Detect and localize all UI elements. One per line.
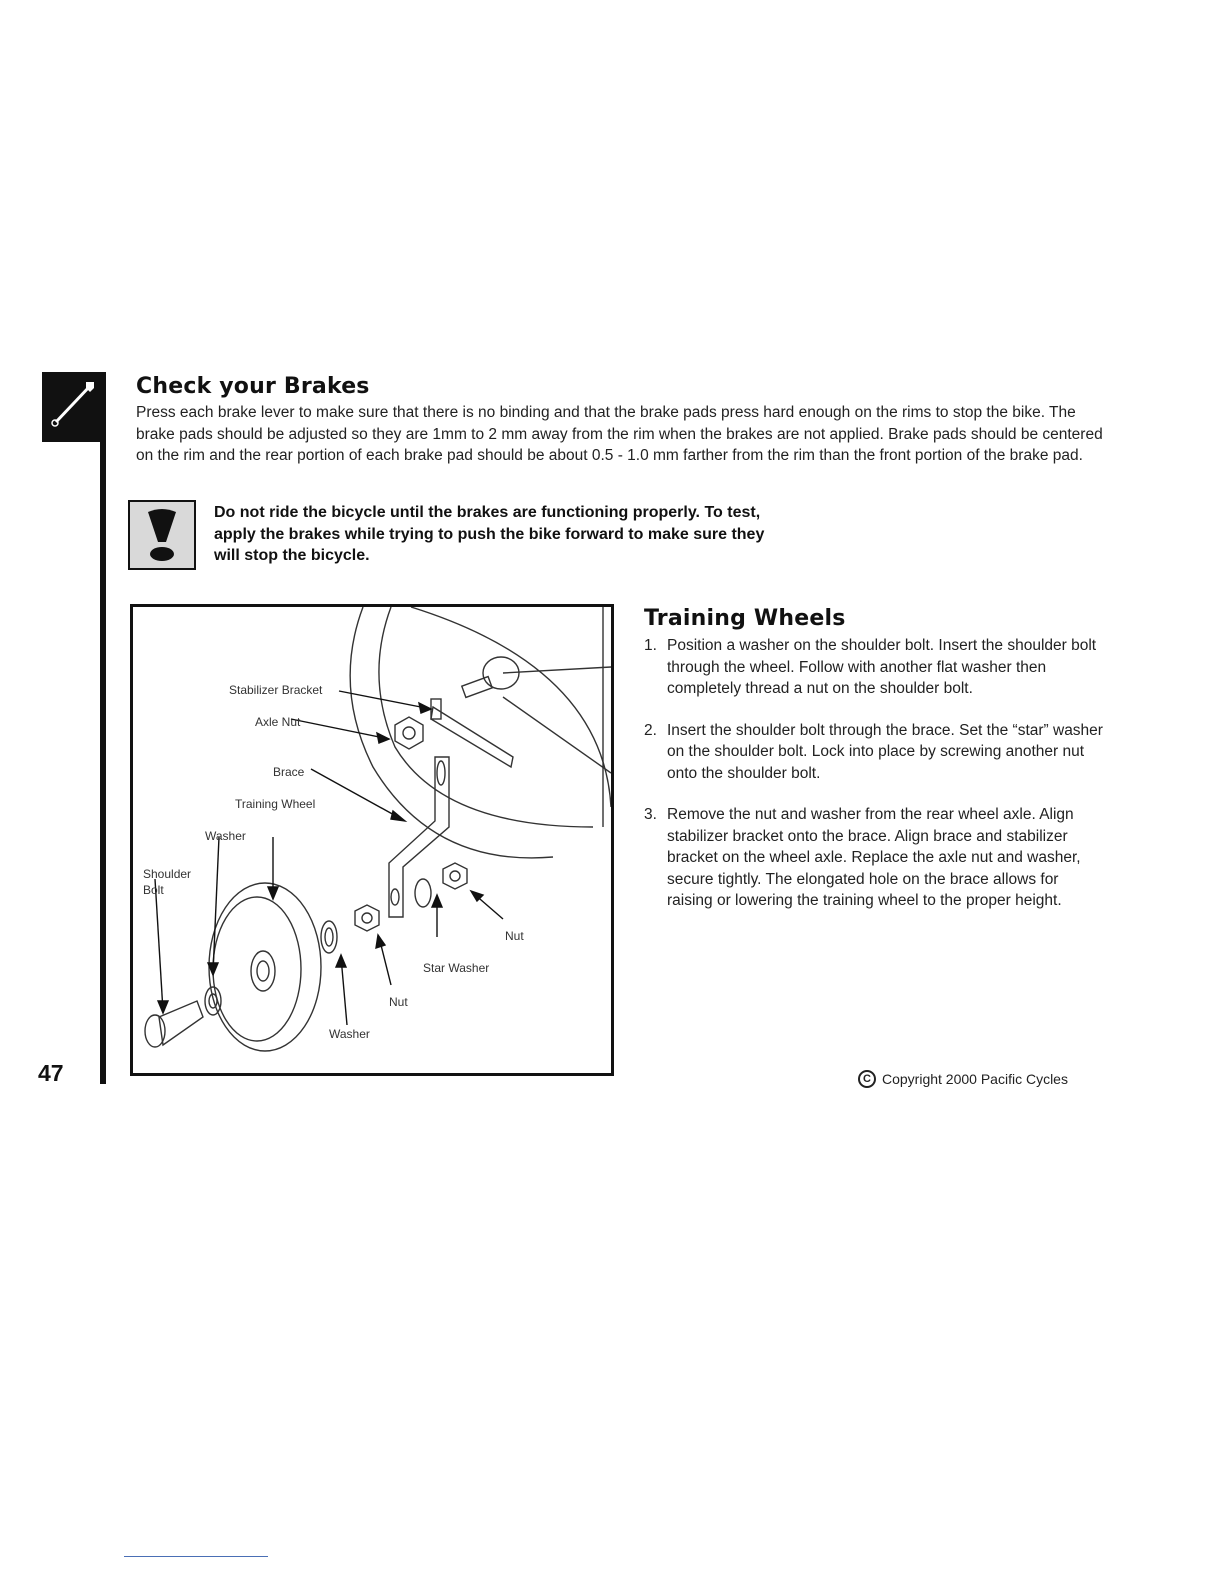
training-wheel-diagram [130,604,614,1076]
step-text: Position a washer on the shoulder bolt. Insert the shoulder bolt through the wheel. Follow with another flat washer then completely thread a nut on the shoulder bolt. [667,637,1097,697]
step-number: 2. [644,721,657,739]
step-item [644,720,1104,785]
label-star-washer: Star Washer [423,961,490,975]
label-shoulder: Shoulder [143,867,192,881]
warning-icon-box [128,500,196,570]
label-brace: Brace [273,765,305,779]
section-tab [42,372,106,442]
step-item [644,804,1104,912]
copyright-text: Copyright 2000 Pacific Cycles [882,1071,1068,1087]
training-heading: Training Wheels [644,606,846,631]
label-axle-nut: Axle Nut [255,715,301,729]
page-number: 47 [38,1060,64,1086]
brakes-paragraph: Press each brake lever to make sure that there is no binding and that the brake pads press hard enough on the rims to stop the bike. The brake pads should be adjusted so they are 1mm to 2 mm away from the rim when the brakes are not applied. Brake pads should be centered on the rim and the rear portion of each brake pad should be about 0.5 - 1.0 mm farther from the rim than the front portion of the brake pad. [136,404,1103,464]
label-washer-top: Washer [205,829,246,843]
training-steps [644,635,1104,932]
step-number: 3. [644,806,657,823]
warning-text: Do not ride the bicycle until the brakes are functioning properly. To test, apply the brakes while trying to push the bike forward to make sure they will stop the bicycle. [214,504,765,564]
side-rule [100,372,106,1084]
step-item [644,635,1104,700]
label-nut-right: Nut [505,929,524,943]
step-text: Remove the nut and washer from the rear wheel axle. Align stabilizer bracket onto the brace. Align brace and stabilizer bracket on the wheel axle. Replace the axle nut and washer, secure tightly. The elongated hole on the brace allows for raising or lowering the training wheel to the proper height. [667,806,1081,909]
label-training-wheel: Training Wheel [235,797,316,811]
copyright-icon: C [858,1070,876,1088]
label-bolt: Bolt [143,883,164,897]
label-washer-bottom: Washer [329,1027,370,1041]
bottom-rule [124,1556,268,1557]
brakes-heading: Check your Brakes [136,374,370,399]
step-text: Insert the shoulder bolt through the brace. Set the “star” washer on the shoulder bolt. Lock into place by screwing another nut onto the shoulder bolt. [667,721,1103,782]
label-stabilizer-bracket: Stabilizer Bracket [229,683,323,697]
label-nut-bottom: Nut [389,995,408,1009]
wrench-icon [42,372,106,442]
exclamation-icon [130,502,194,568]
copyright [858,1070,1068,1088]
step-number: 1. [644,637,657,654]
